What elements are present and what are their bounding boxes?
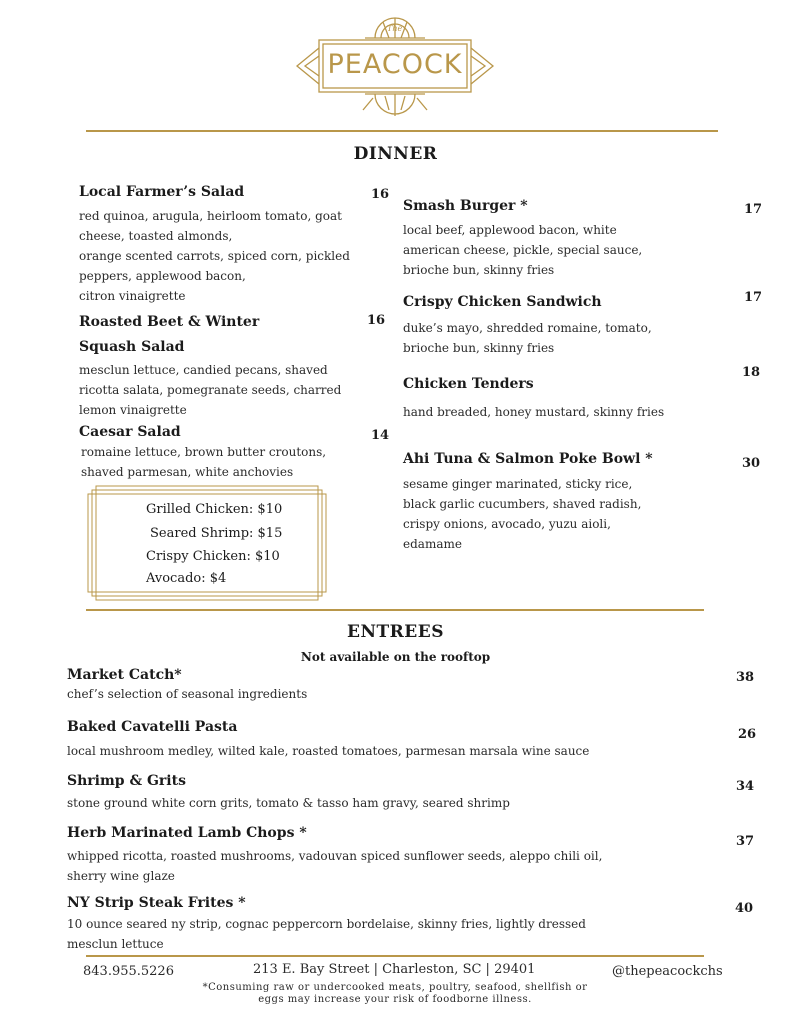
logo-the-text: The <box>387 24 403 33</box>
item-price-lamb-chops: 37 <box>736 834 755 849</box>
addon-grilled-chicken: Grilled Chicken: $10 <box>146 502 283 517</box>
item-desc-chicken-tenders: hand breaded, honey mustard, skinny fries <box>403 405 665 419</box>
item-price-ny-strip-steak-frites: 40 <box>735 901 754 916</box>
item-price-smash-burger: 17 <box>744 202 763 217</box>
item-desc-smash-burger: local beef, applewood bacon, white american cheese, pickle, special sauce, brioche bun, skinny fries <box>403 223 643 277</box>
item-desc-local-farmers-salad: red quinoa, arugula, heirloom tomato, goat cheese, toasted almonds, orange scented carrots, spiced corn, pickled peppers, applewood bacon, citron vinaigrette <box>79 209 350 303</box>
addon-avocado: Avocado: $4 <box>146 571 227 586</box>
dinner-title: DINNER <box>353 144 438 164</box>
footer-phone: 843.955.5226 <box>83 964 174 979</box>
item-price-chicken-tenders: 18 <box>742 365 761 380</box>
item-price-baked-cavatelli-pasta: 26 <box>738 727 757 742</box>
item-desc-lamb-chops: whipped ricotta, roasted mushrooms, vadouvan spiced sunflower seeds, aleppo chili oil, sherry wine glaze <box>67 849 603 883</box>
item-price-market-catch: 38 <box>736 670 755 685</box>
item-desc-ny-strip-steak-frites: 10 ounce seared ny strip, cognac peppercorn bordelaise, skinny fries, lightly dressed mesclun lettuce <box>67 917 586 951</box>
top-divider <box>86 130 718 132</box>
addon-box <box>86 484 328 602</box>
item-name-market-catch: Market Catch* <box>67 667 182 683</box>
item-desc-market-catch: chef’s selection of seasonal ingredients <box>67 687 308 701</box>
item-name-poke-bowl: Ahi Tuna & Salmon Poke Bowl * <box>403 451 653 467</box>
middle-divider <box>86 609 704 611</box>
item-name-roasted-beet-salad: Roasted Beet & Winter Squash Salad <box>79 314 260 355</box>
item-desc-poke-bowl: sesame ginger marinated, sticky rice, black garlic cucumbers, shaved radish, crispy onions, avocado, yuzu aioli, edamame <box>403 477 642 551</box>
bottom-divider <box>86 955 704 957</box>
item-name-baked-cavatelli-pasta: Baked Cavatelli Pasta <box>67 719 238 735</box>
entrees-title: ENTREES <box>347 622 444 642</box>
item-desc-caesar-salad: romaine lettuce, brown butter croutons, shaved parmesan, white anchovies <box>81 445 327 479</box>
item-price-shrimp-and-grits: 34 <box>736 779 755 794</box>
item-name-shrimp-and-grits: Shrimp & Grits <box>67 773 186 789</box>
item-price-crispy-chicken-sandwich: 17 <box>744 290 763 305</box>
item-name-lamb-chops: Herb Marinated Lamb Chops * <box>67 825 307 841</box>
footer-disclaimer: *Consuming raw or undercooked meats, poultry, seafood, shellfish or eggs may increase your risk of foodborne illness. <box>202 982 588 1005</box>
item-name-crispy-chicken-sandwich: Crispy Chicken Sandwich <box>403 294 602 310</box>
item-price-local-farmers-salad: 16 <box>371 187 390 202</box>
item-name-local-farmers-salad: Local Farmer’s Salad <box>79 184 245 200</box>
addon-seared-shrimp: Seared Shrimp: $15 <box>150 526 283 541</box>
item-desc-baked-cavatelli-pasta: local mushroom medley, wilted kale, roasted tomatoes, parmesan marsala wine sauce <box>67 744 590 758</box>
item-price-caesar-salad: 14 <box>371 428 390 443</box>
item-name-ny-strip-steak-frites: NY Strip Steak Frites * <box>67 895 246 911</box>
item-name-caesar-salad: Caesar Salad <box>79 424 181 440</box>
item-name-smash-burger: Smash Burger * <box>403 198 528 214</box>
item-desc-roasted-beet-salad: mesclun lettuce, candied pecans, shaved ricotta salata, pomegranate seeds, charred lemon vinaigrette <box>79 363 342 417</box>
footer-address: 213 E. Bay Street | Charleston, SC | 29401 <box>253 962 536 977</box>
addon-crispy-chicken: Crispy Chicken: $10 <box>146 549 280 564</box>
footer-social-handle: @thepeacockchs <box>612 964 723 979</box>
item-price-poke-bowl: 30 <box>742 456 761 471</box>
item-desc-crispy-chicken-sandwich: duke’s mayo, shredded romaine, tomato, brioche bun, skinny fries <box>403 321 652 355</box>
logo <box>293 12 497 122</box>
entrees-note: Not available on the rooftop <box>300 650 491 664</box>
item-price-roasted-beet-salad: 16 <box>367 313 386 328</box>
logo-name-text: PEACOCK <box>327 49 463 80</box>
item-name-chicken-tenders: Chicken Tenders <box>403 376 534 392</box>
item-desc-shrimp-and-grits: stone ground white corn grits, tomato & tasso ham gravy, seared shrimp <box>67 796 510 810</box>
